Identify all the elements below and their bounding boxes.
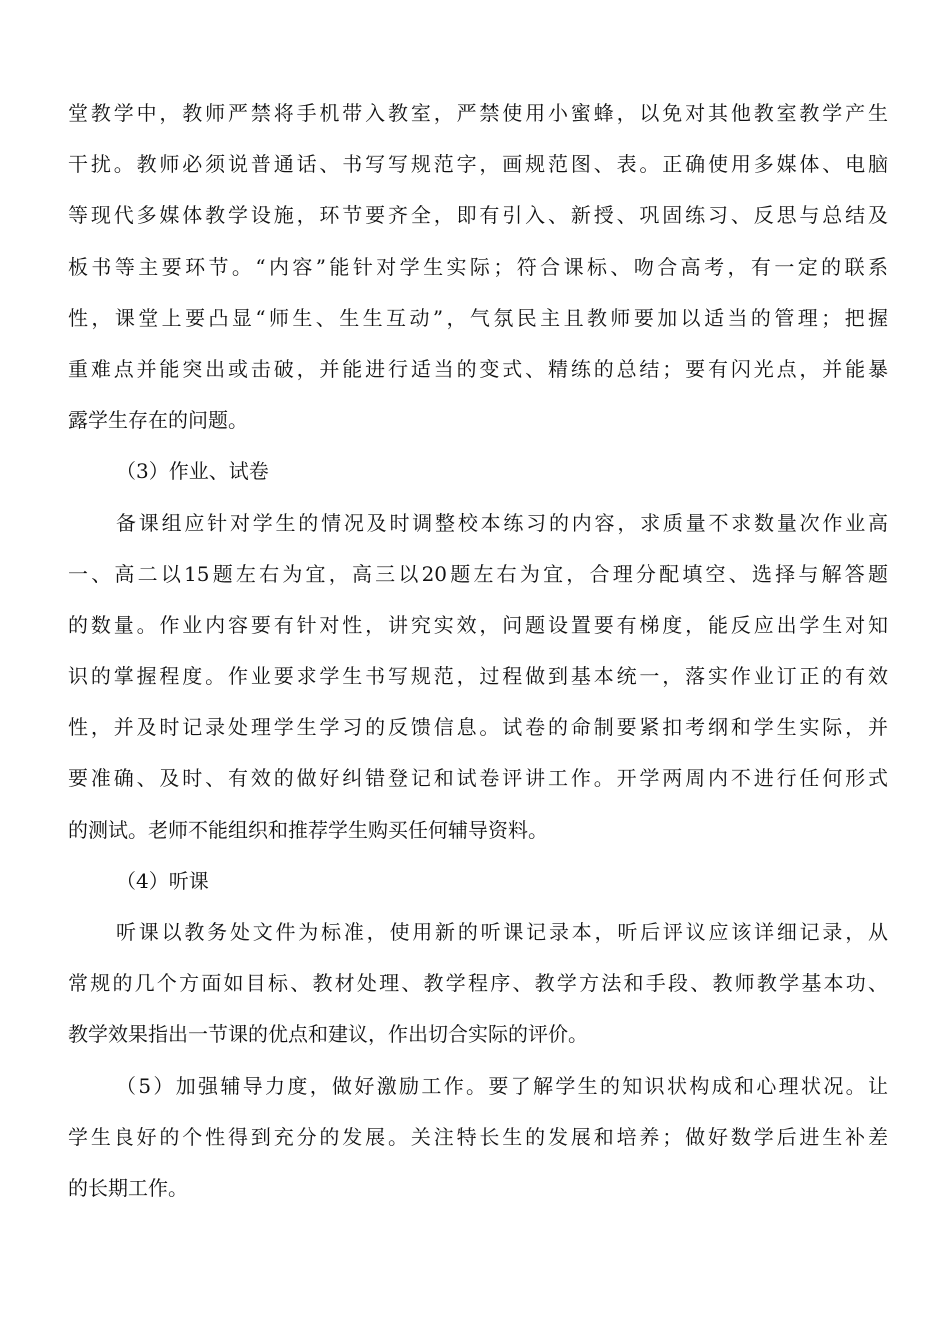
text-line: 堂教学中，教师严禁将手机带入教室，严禁使用小蜜蜂，以免对其他教室教学产生 [68, 101, 888, 125]
text-line: 性，并及时记录处理学生学习的反馈信息。试卷的命制要紧扣考纲和学生实际，并 [68, 715, 888, 740]
text-line: （5）加强辅导力度，做好激励工作。要了解学生的知识状构成和心理状况。让 [116, 1073, 888, 1098]
text-line: 的测试。老师不能组织和推荐学生购买任何辅导资料。 [68, 817, 548, 842]
text-line: 备课组应针对学生的情况及时调整校本练习的内容，求质量不求数量次作业高 [116, 510, 888, 535]
document-body [68, 88, 888, 1214]
text-line: 一、高二以15题左右为宜，高三以20题左右为宜，合理分配填空、选择与解答题 [68, 561, 888, 586]
text-line: 听课以教务处文件为标准，使用新的听课记录本，听后评议应该详细记录，从 [116, 920, 888, 944]
text-line: 的数量。作业内容要有针对性，讲究实效，问题设置要有梯度，能反应出学生对知 [68, 612, 888, 637]
text-line: 学生良好的个性得到充分的发展。关注特长生的发展和培养；做好数学后进生补差 [68, 1124, 888, 1149]
section-heading: （4）听课 [116, 868, 209, 893]
text-line: 的长期工作。 [68, 1175, 188, 1200]
text-line: 干扰。教师必须说普通话、书写写规范字，画规范图、表。正确使用多媒体、电脑 [68, 152, 888, 177]
text-line: 常规的几个方面如目标、教材处理、教学程序、教学方法和手段、教师教学基本功、 [68, 971, 888, 996]
text-line: 等现代多媒体教学设施，环节要齐全，即有引入、新授、巩固练习、反思与总结及 [68, 203, 888, 228]
text-line: 识的掌握程度。作业要求学生书写规范，过程做到基本统一，落实作业订正的有效 [68, 664, 888, 689]
text-line: 教学效果指出一节课的优点和建议，作出切合实际的评价。 [68, 1022, 588, 1047]
text-line: 要准确、及时、有效的做好纠错登记和试卷评讲工作。开学两周内不进行任何形式 [68, 766, 888, 791]
text-line: 板书等主要环节。“内容”能针对学生实际；符合课标、吻合高考，有一定的联系 [68, 254, 888, 279]
text-line: 露学生存在的问题。 [68, 408, 248, 433]
section-heading: （3）作业、试卷 [116, 459, 269, 484]
text-line: 性，课堂上要凸显“师生、生生互动”，气氛民主且教师要加以适当的管理；把握 [68, 305, 888, 330]
text-line: 重难点并能突出或击破，并能进行适当的变式、精练的总结；要有闪光点，并能暴 [68, 356, 888, 381]
